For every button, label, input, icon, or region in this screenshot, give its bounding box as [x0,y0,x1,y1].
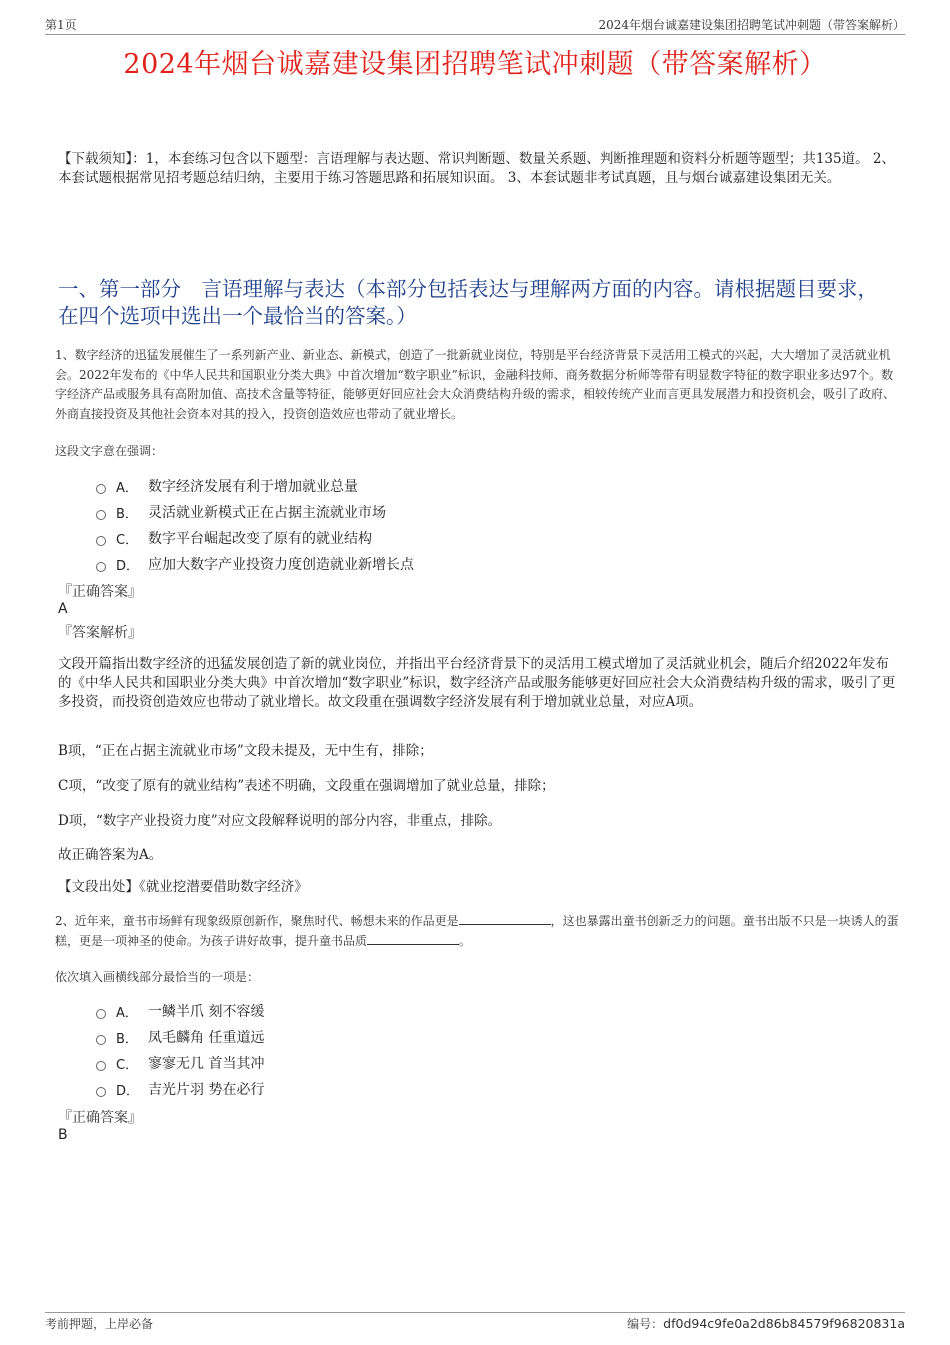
option-text: 寥寥无几 首当其冲 [148,1056,265,1072]
analysis-option-c: C项，“改变了原有的就业结构”表述不明确，文段重在强调增加了就业总量，排除； [58,778,555,794]
option-text: 数字经济发展有利于增加就业总量 [148,479,358,495]
analysis-option-d: D项，“数字产业投资力度”对应文段解释说明的部分内容，非重点，排除。 [58,813,502,829]
radio-icon[interactable] [96,1061,106,1071]
document-id: 编号：df0d94c9fe0a2d86b84579f96820831a [627,1316,905,1331]
option-c[interactable]: C． 数字平台崛起改变了原有的就业结构 [96,525,414,551]
option-b[interactable]: B． 灵活就业新模式正在占据主流就业市场 [96,499,414,525]
option-b[interactable]: B． 凤毛麟角 任重道远 [96,1024,264,1050]
answer-label: 『正确答案』 [58,584,142,600]
analysis-conclusion: 故正确答案为A。 [58,847,163,863]
radio-icon[interactable] [96,484,106,494]
radio-icon[interactable] [96,1087,106,1097]
option-text: 灵活就业新模式正在占据主流就业市场 [148,505,386,521]
option-d[interactable]: D． 吉光片羽 势在必行 [96,1076,264,1102]
question-1-stem: 这段文字意在强调： [55,444,164,458]
page-number: 第1页 [45,18,77,32]
question-2-stem: 依次填入画横线部分最恰当的一项是： [55,970,260,984]
fill-blank [459,912,551,925]
correct-answer: A [58,601,68,617]
option-text: 数字平台崛起改变了原有的就业结构 [148,531,372,547]
radio-icon[interactable] [96,562,106,572]
radio-icon[interactable] [96,536,106,546]
question-1-options [96,473,414,577]
page-header [45,14,905,35]
option-text: 吉光片羽 势在必行 [148,1082,265,1098]
option-text: 应加大数字产业投资力度创造就业新增长点 [148,557,414,573]
fill-blank [367,932,459,945]
option-a[interactable]: A． 一鳞半爪 刻不容缓 [96,998,264,1024]
section-heading: 一、第一部分 言语理解与表达（本部分包括表达与理解两方面的内容。请根据题目要求，在四个选项中选出一个最恰当的答案。） [58,277,878,328]
analysis-option-b: B项，“正在占据主流就业市场”文段未提及，无中生有，排除； [58,743,433,759]
option-d[interactable]: D． 应加大数字产业投资力度创造就业新增长点 [96,551,414,577]
option-c[interactable]: C． 寥寥无几 首当其冲 [96,1050,264,1076]
source-citation: 【文段出处】《就业挖潜要借助数字经济》 [58,879,308,895]
option-text: 凤毛麟角 任重道远 [148,1030,265,1046]
answer-label: 『正确答案』 [58,1110,142,1126]
download-notice: 【下载须知】：1，本套练习包含以下题型：言语理解与表达题、常识判断题、数量关系题、判断推理题和资料分析题等题型；共135道。 2、本套试题根据常见招考题总结归纳，主要用于练习答题思路和拓展知识面。 3、本套试题非考试真题，且与烟台诚嘉建设集团无关。 [58,151,895,186]
analysis-label: 『答案解析』 [58,625,142,641]
question-2-options [96,998,264,1102]
radio-icon[interactable] [96,1035,106,1045]
document-title: 2024年烟台诚嘉建设集团招聘笔试冲刺题（带答案解析） [123,49,827,80]
footer-slogan: 考前押题，上岸必备 [45,1317,154,1331]
radio-icon[interactable] [96,510,106,520]
option-text: 一鳞半爪 刻不容缓 [148,1004,265,1020]
option-a[interactable]: A． 数字经济发展有利于增加就业总量 [96,473,414,499]
analysis-paragraph: 文段开篇指出数字经济的迅猛发展创造了新的就业岗位，并指出平台经济背景下的灵活用工模式增加了灵活就业机会，随后介绍2022年发布的《中华人民共和国职业分类大典》中首次增加“数字职业”标识，数字经济产品或服务能够更好回应社会大众消费结构升级的需求，吸引了更多投资，而投资创造效应也带动了就业增长。故文段重在强调数字经济发展有利于增加就业总量，对应A项。 [58,656,896,710]
question-2-text: 2、近年来，童书市场鲜有现象级原创新作，聚焦时代、畅想未来的作品更是 ，这也暴露出童书创新乏力的问题。童书出版不只是一块诱人的蛋糕，更是一项神圣的使命。为孩子讲好故事，提升童书品质 。 [55,914,899,948]
radio-icon[interactable] [96,1009,106,1019]
question-1-text: 1、数字经济的迅猛发展催生了一系列新产业、新业态、新模式，创造了一批新就业岗位，特别是平台经济背景下灵活用工模式的兴起，大大增加了灵活就业机会。2022年发布的《中华人民共和国职业分类大典》中首次增加“数字职业”标识，金融科技师、商务数据分析师等带有明显数字特征的数字职业多达97个。数字经济产品或服务具有高附加值、高技术含量等特征，能够更好回应社会大众消费结构升级的需求，相较传统产业而言更具发展潜力和投资机会，吸引了政府、外商直接投资及其他社会资本对其的投入，投资创造效应也带动了就业增长。 [55,348,896,421]
correct-answer: B [58,1127,68,1143]
header-doc-title: 2024年烟台诚嘉建设集团招聘笔试冲刺题（带答案解析） [598,18,905,32]
page-footer [45,1312,905,1333]
